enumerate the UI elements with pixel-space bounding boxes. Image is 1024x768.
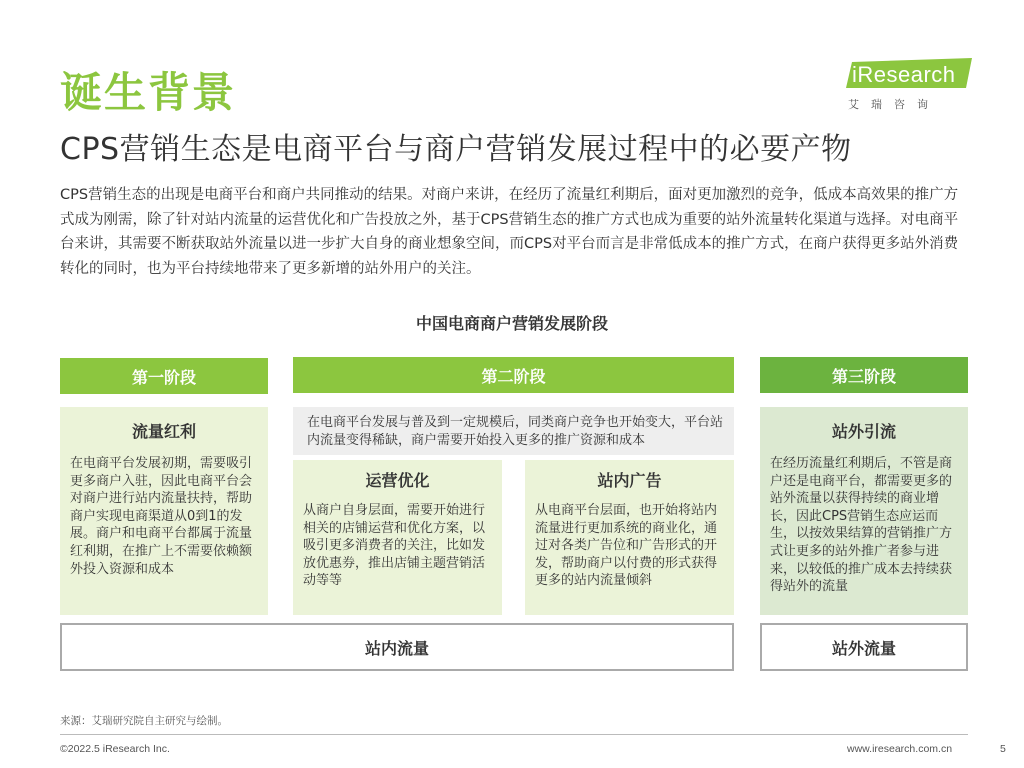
logo-wordmark: iResearch xyxy=(852,62,956,87)
stage-1-body: 在电商平台发展初期，需要吸引更多商户入驻，因此电商平台会对商户进行站内流量扶持，帮助商户实现电商渠道从0到1的发展。商户和电商平台都属于流量红利期，在推广上不需要依赖额外投入资源和成本 xyxy=(70,456,253,577)
stage-2-operation-panel xyxy=(293,460,502,615)
iresearch-logo xyxy=(842,56,972,114)
stage-3-bar xyxy=(760,357,968,393)
flow-in-label: 站内流量 xyxy=(364,638,429,658)
stage-3-label: 第三阶段 xyxy=(831,366,896,386)
copyright: ©2022.5 iResearch Inc. xyxy=(60,743,170,755)
stage-1-bar xyxy=(60,358,268,394)
stage-1-panel xyxy=(60,407,268,615)
stage-3-title: 站外引流 xyxy=(831,422,896,441)
stage-3-body: 在经历流量红利期后，不管是商户还是电商平台，都需要更多的站外流量以获得持续的商业增长，因此CPS营销生态应运而生，以按效果结算的营销推广方式让更多的站外推广者参与进来，以较低的推广成本去持续获得站外的流量 xyxy=(770,456,953,595)
stage-2-ads-title: 站内广告 xyxy=(597,471,662,490)
footer-divider xyxy=(60,734,968,735)
flow-out-box xyxy=(760,623,968,671)
stage-2-ads-body: 从电商平台层面，也开始将站内流量进行更加系统的商业化，通过对各类广告位和广告形式的开发，帮助商户以付费的形式获得更多的站内流量倾斜 xyxy=(535,503,718,589)
stage-2-ads-panel xyxy=(525,460,734,615)
stage-2-label: 第二阶段 xyxy=(481,366,546,386)
stage-1-label: 第一阶段 xyxy=(131,367,196,387)
stage-2-operation-body: 从商户自身层面，需要开始进行相关的店铺运营和优化方案，以吸引更多消费者的关注，比如发放优惠券，推出店铺主题营销活动等等 xyxy=(303,503,486,589)
stage-2-intro-panel xyxy=(293,407,734,455)
stage-2-intro: 在电商平台发展与普及到一定规模后，同类商户竞争也开始变大，平台站内流量变得稀缺，商户需要开始投入更多的推广资源和成本 xyxy=(307,415,724,448)
section-title: 诞生背景 xyxy=(60,68,237,117)
source-note: 来源：艾瑞研究院自主研究与绘制。 xyxy=(60,715,228,727)
intro-paragraph: CPS营销生态的出现是电商平台和商户共同推动的结果。对商户来讲，在经历了流量红利期后，面对更加激烈的竞争，低成本高效果的推广方式成为刚需，除了针对站内流量的运营优化和广告投放之外，基于CPS营销生态的推广方式也成为重要的站外流量转化渠道与选择。对电商平台来讲，其需要不断获取站外流量以进一步扩大自身的商业想象空间，而CPS对平台而言是非常低成本的推广方式，在商户获得更多站外消费转化的同时，也为平台持续地带来了更多新增的站外用户的关注。 xyxy=(60,187,959,277)
stage-1-title: 流量红利 xyxy=(131,422,196,441)
logo-subtitle: 艾瑞咨询 xyxy=(848,98,940,111)
stage-3-panel xyxy=(760,407,968,615)
diagram-title: 中国电商商户营销发展阶段 xyxy=(415,314,608,333)
stage-2-bar xyxy=(293,357,734,393)
flow-in-box xyxy=(60,623,734,671)
stage-2-operation-title: 运营优化 xyxy=(365,471,430,490)
page-number: 5 xyxy=(1000,743,1006,755)
flow-out-label: 站外流量 xyxy=(831,638,896,658)
website-link[interactable]: www.iresearch.com.cn xyxy=(847,743,953,755)
headline: CPS营销生态是电商平台与商户营销发展过程中的必要产物 xyxy=(60,132,852,167)
